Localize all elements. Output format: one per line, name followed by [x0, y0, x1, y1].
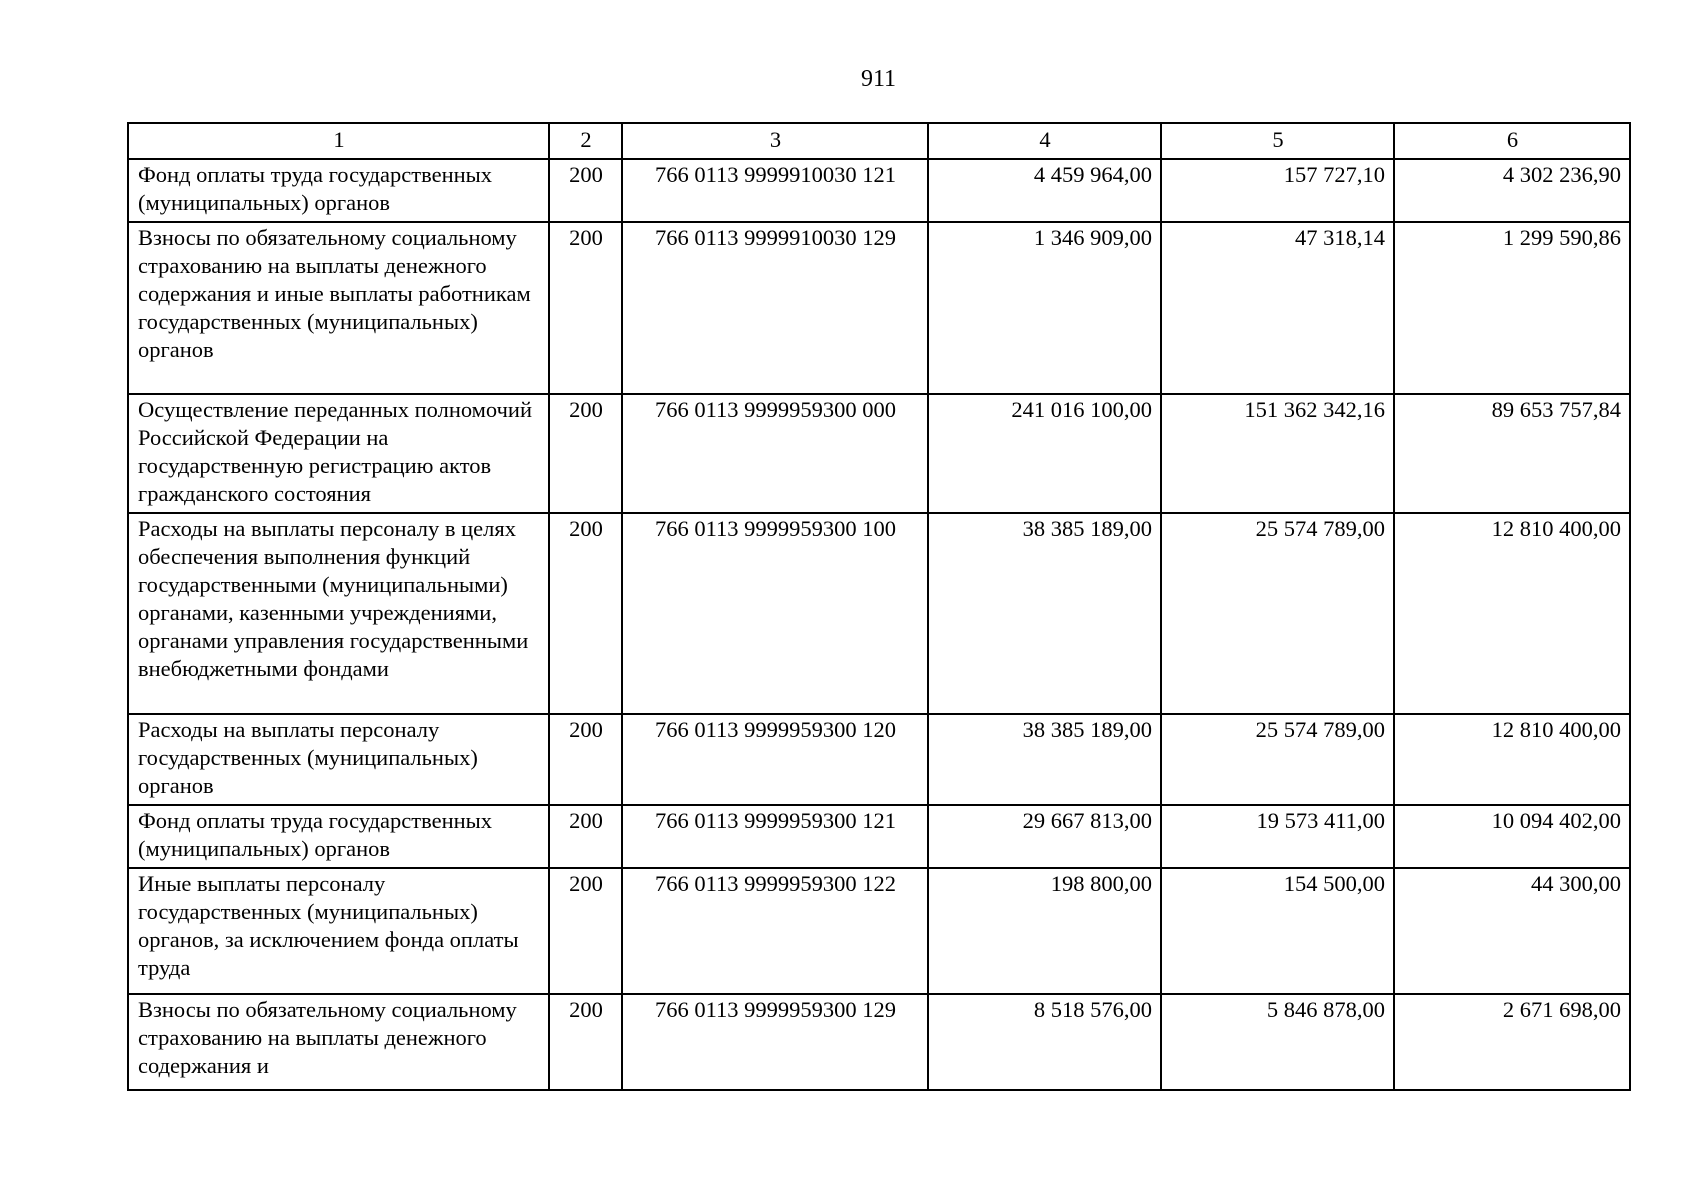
unexecuted-amount-cell: 12 810 400,00 — [1394, 714, 1630, 805]
budget-classification-code-cell: 766 0113 9999959300 122 — [622, 868, 928, 994]
budget-classification-code-cell: 766 0113 9999959300 100 — [622, 513, 928, 714]
table-row — [128, 868, 1630, 994]
line-code-cell: 200 — [549, 222, 622, 394]
approved-amount-cell: 8 518 576,00 — [928, 994, 1161, 1090]
line-code-cell: 200 — [549, 994, 622, 1090]
line-code-cell: 200 — [549, 714, 622, 805]
executed-amount-cell: 5 846 878,00 — [1161, 994, 1394, 1090]
approved-amount-cell: 29 667 813,00 — [928, 805, 1161, 868]
table-row — [128, 513, 1630, 714]
budget-classification-code-cell: 766 0113 9999959300 120 — [622, 714, 928, 805]
unexecuted-amount-cell: 1 299 590,86 — [1394, 222, 1630, 394]
budget-execution-table — [127, 122, 1631, 1091]
table-row — [128, 805, 1630, 868]
approved-amount-cell: 38 385 189,00 — [928, 513, 1161, 714]
executed-amount-cell: 25 574 789,00 — [1161, 714, 1394, 805]
table-row — [128, 159, 1630, 222]
expense-name-cell: Фонд оплаты труда государственных (муниципальных) органов — [128, 159, 549, 222]
expense-name-cell: Фонд оплаты труда государственных (муниципальных) органов — [128, 805, 549, 868]
expense-name-cell: Расходы на выплаты персоналу государственных (муниципальных) органов — [128, 714, 549, 805]
expense-name-cell: Расходы на выплаты персоналу в целях обеспечения выполнения функций государственными (муниципальными) органами, казенными учреждениями, органами управления государственными внебюджетными фондами — [128, 513, 549, 714]
line-code-cell: 200 — [549, 513, 622, 714]
expense-name-cell: Иные выплаты персоналу государственных (муниципальных) органов, за исключением фонда оплаты труда — [128, 868, 549, 994]
line-code-cell: 200 — [549, 394, 622, 513]
table-row — [128, 222, 1630, 394]
approved-amount-cell: 241 016 100,00 — [928, 394, 1161, 513]
approved-amount-cell: 38 385 189,00 — [928, 714, 1161, 805]
unexecuted-amount-cell: 10 094 402,00 — [1394, 805, 1630, 868]
column-number-header: 6 — [1394, 123, 1630, 159]
expense-name-cell: Взносы по обязательному социальному страхованию на выплаты денежного содержания и — [128, 994, 549, 1090]
budget-classification-code-cell: 766 0113 9999959300 129 — [622, 994, 928, 1090]
executed-amount-cell: 47 318,14 — [1161, 222, 1394, 394]
expense-name-cell: Осуществление переданных полномочий Российской Федерации на государственную регистрацию актов гражданского состояния — [128, 394, 549, 513]
expense-name-cell: Взносы по обязательному социальному страхованию на выплаты денежного содержания и иные выплаты работникам государственных (муниципальных) органов — [128, 222, 549, 394]
column-number-header: 4 — [928, 123, 1161, 159]
approved-amount-cell: 4 459 964,00 — [928, 159, 1161, 222]
budget-classification-code-cell: 766 0113 9999959300 121 — [622, 805, 928, 868]
unexecuted-amount-cell: 4 302 236,90 — [1394, 159, 1630, 222]
executed-amount-cell: 151 362 342,16 — [1161, 394, 1394, 513]
budget-classification-code-cell: 766 0113 9999910030 129 — [622, 222, 928, 394]
table-row — [128, 714, 1630, 805]
executed-amount-cell: 157 727,10 — [1161, 159, 1394, 222]
unexecuted-amount-cell: 2 671 698,00 — [1394, 994, 1630, 1090]
column-number-header: 5 — [1161, 123, 1394, 159]
table-row — [128, 994, 1630, 1090]
line-code-cell: 200 — [549, 805, 622, 868]
executed-amount-cell: 154 500,00 — [1161, 868, 1394, 994]
unexecuted-amount-cell: 44 300,00 — [1394, 868, 1630, 994]
column-number-header-row — [128, 123, 1630, 159]
executed-amount-cell: 25 574 789,00 — [1161, 513, 1394, 714]
line-code-cell: 200 — [549, 868, 622, 994]
column-number-header: 3 — [622, 123, 928, 159]
executed-amount-cell: 19 573 411,00 — [1161, 805, 1394, 868]
budget-classification-code-cell: 766 0113 9999959300 000 — [622, 394, 928, 513]
table-row — [128, 394, 1630, 513]
column-number-header: 1 — [128, 123, 549, 159]
unexecuted-amount-cell: 89 653 757,84 — [1394, 394, 1630, 513]
unexecuted-amount-cell: 12 810 400,00 — [1394, 513, 1630, 714]
column-number-header: 2 — [549, 123, 622, 159]
line-code-cell: 200 — [549, 159, 622, 222]
approved-amount-cell: 1 346 909,00 — [928, 222, 1161, 394]
page-number: 911 — [860, 66, 897, 92]
approved-amount-cell: 198 800,00 — [928, 868, 1161, 994]
budget-classification-code-cell: 766 0113 9999910030 121 — [622, 159, 928, 222]
